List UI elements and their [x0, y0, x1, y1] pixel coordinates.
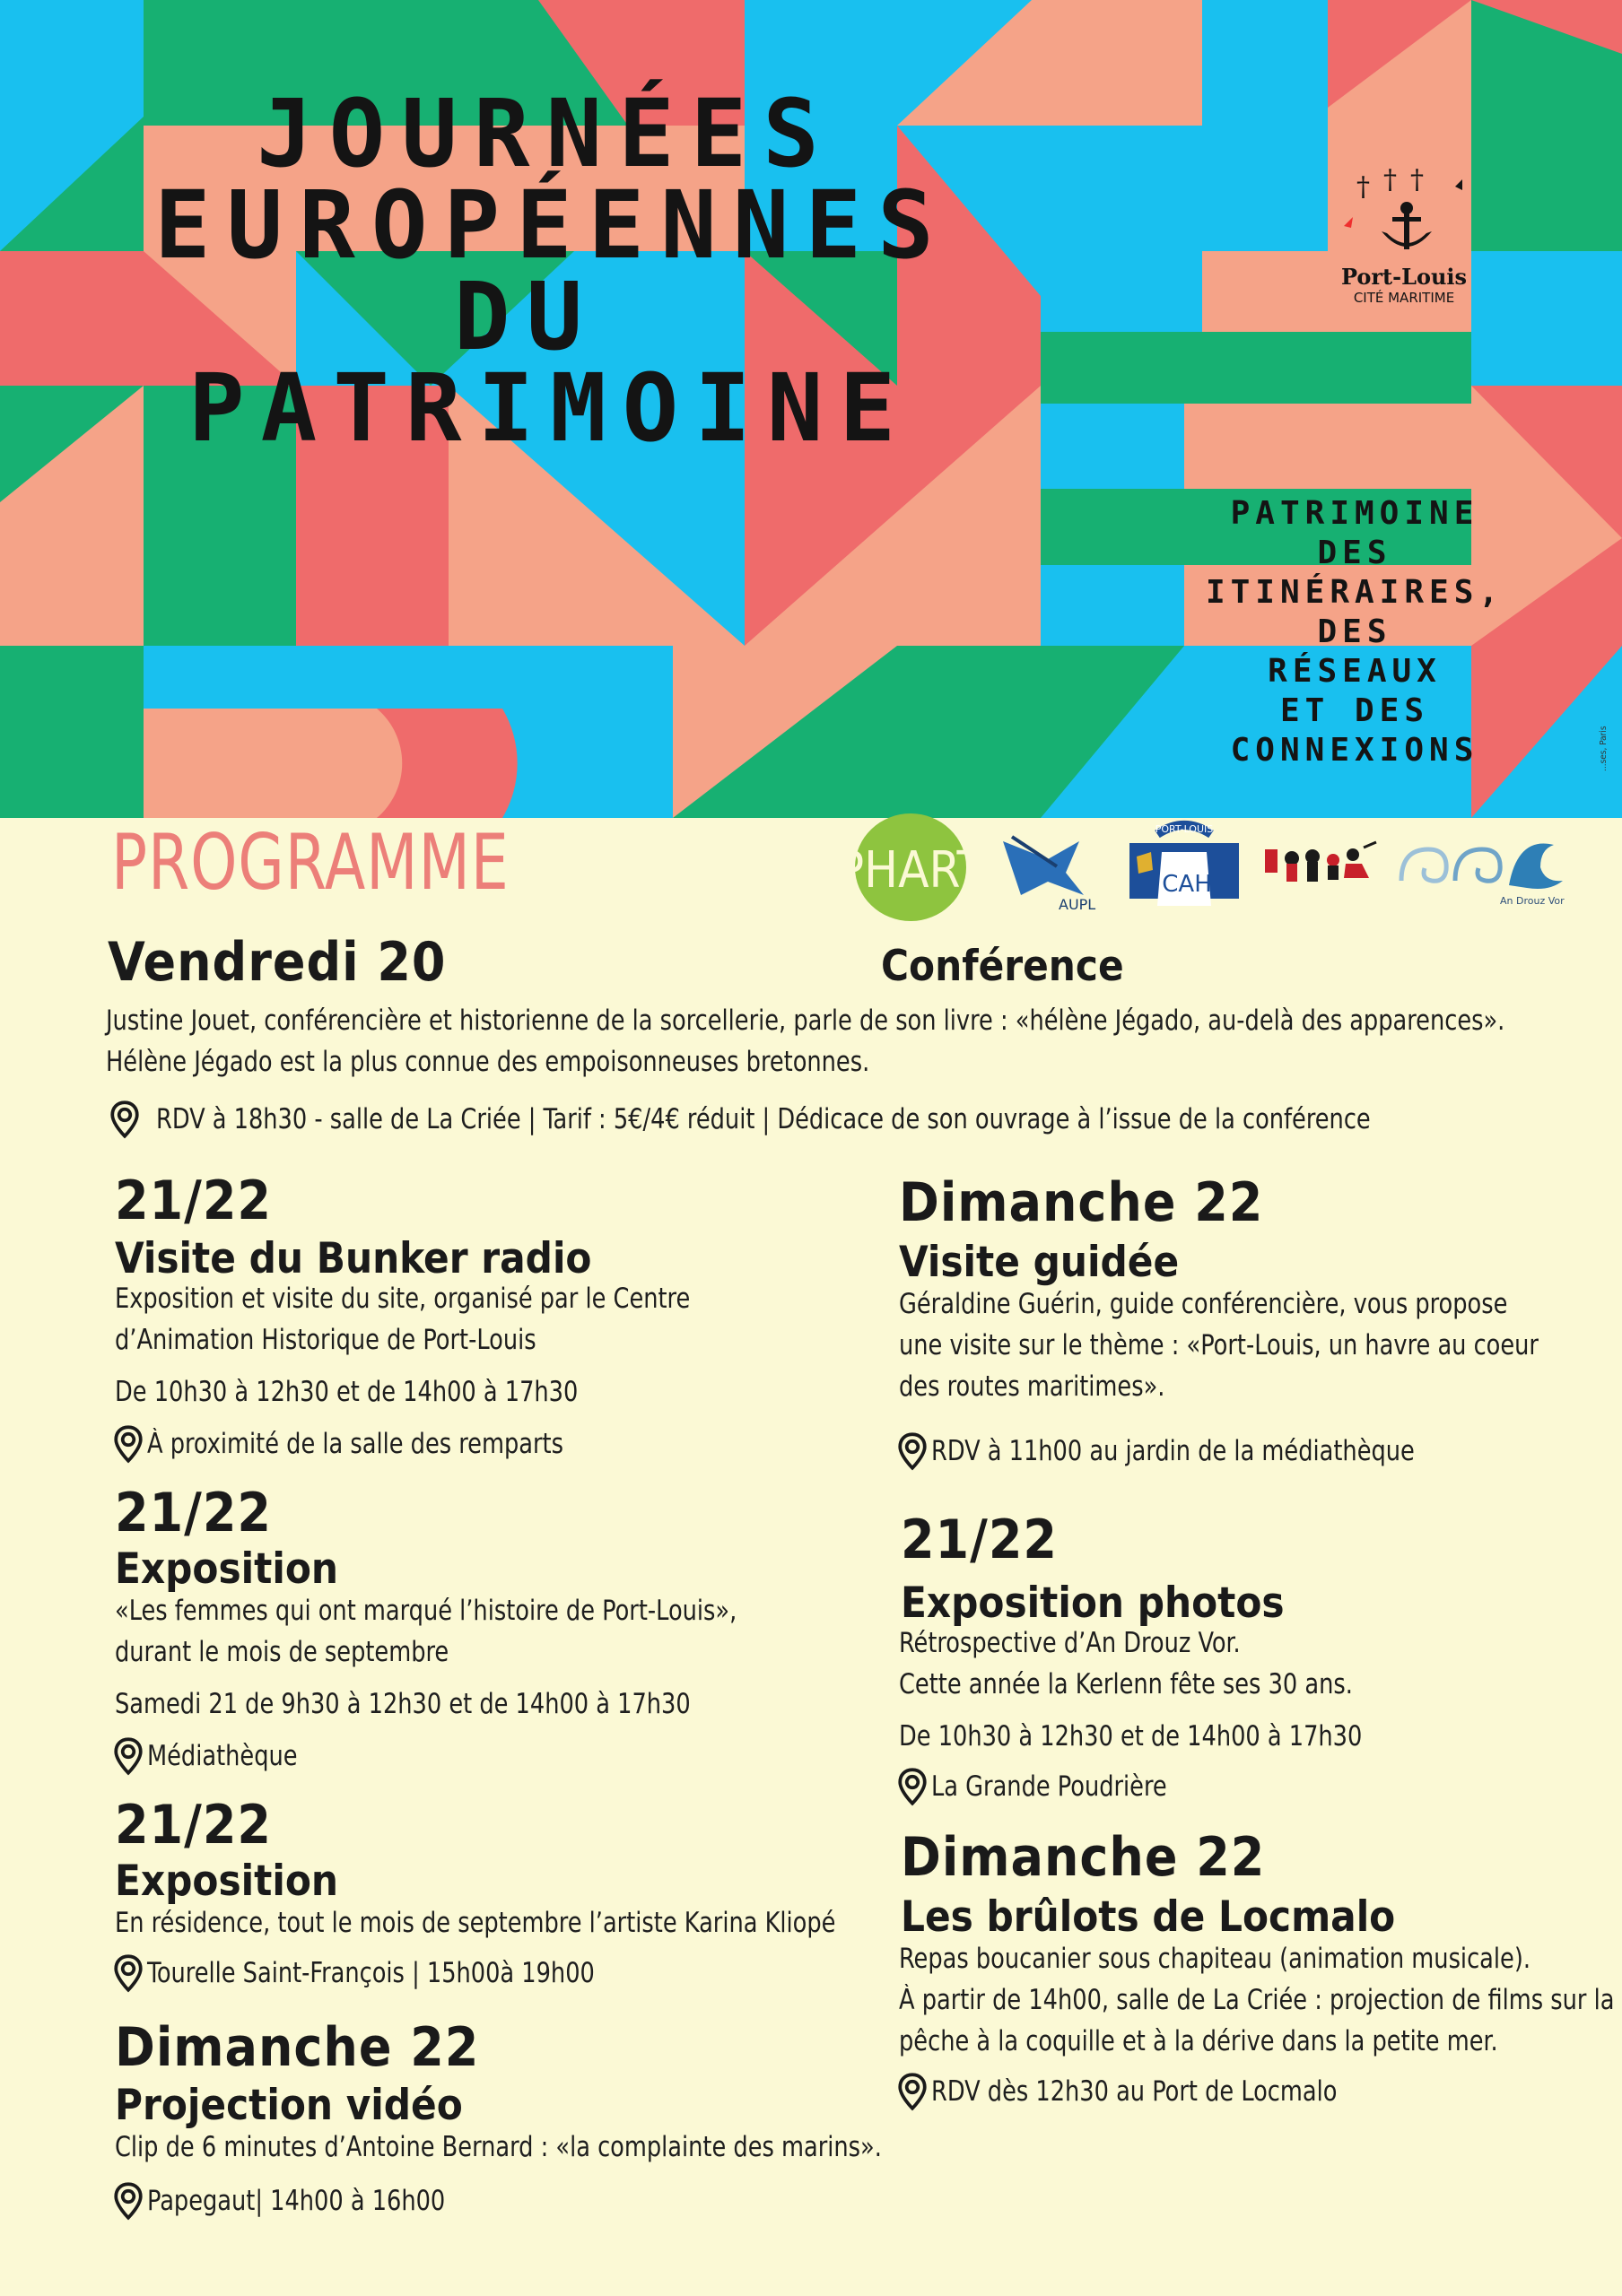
right-event-1-location — [899, 1433, 1457, 1469]
title-line-4: PATRIMOINE — [188, 353, 912, 463]
location-pin-icon — [111, 1101, 138, 1137]
friday-location — [111, 1101, 1476, 1137]
right-event-3-location-text: RDV dès 12h30 au Port de Locmalo — [931, 2075, 1338, 2108]
title-line-1: JOURNÉES — [257, 79, 835, 188]
left-event-3-location — [115, 1955, 633, 1991]
left-event-1-location-text: À proximité de la salle des remparts — [147, 1428, 563, 1460]
right-event-1-text-2: une visite sur le thème : «Port-Louis, un havre au coeur — [899, 1329, 1539, 1361]
title-line-3: DU — [454, 262, 599, 371]
right-event-2-hours: De 10h30 à 12h30 et de 14h00 à 17h30 — [899, 1720, 1363, 1752]
port-louis-logo — [1337, 161, 1471, 314]
logo-name: Port-Louis — [1340, 264, 1468, 290]
right-event-3-day: Dimanche 22 — [901, 1826, 1266, 1889]
left-event-2-text-2: durant le mois de septembre — [115, 1636, 449, 1668]
left-event-2-day: 21/22 — [115, 1482, 272, 1544]
right-event-3-title: Les brûlots de Locmalo — [901, 1892, 1396, 1942]
right-event-1-location-text: RDV à 11h00 au jardin de la médiathèque — [931, 1435, 1415, 1467]
friday-location-text: RDV à 18h30 - salle de La Criée | Tarif : 5€/4€ réduit | Dédicace de son ouvrage à l’issue de la conférence — [156, 1103, 1371, 1135]
left-event-1-location — [115, 1426, 599, 1462]
right-event-1-day: Dimanche 22 — [899, 1171, 1264, 1234]
right-event-2-day: 21/22 — [901, 1509, 1058, 1571]
right-event-1-title: Visite guidée — [899, 1238, 1180, 1287]
svg-text:†: † — [1383, 164, 1397, 196]
left-event-2-text-1: «Les femmes qui ont marqué l’histoire de Port-Louis», — [115, 1595, 737, 1627]
sponsor-cah: CAH — [1162, 871, 1212, 898]
left-event-1-text-2: d’Animation Historique de Port-Louis — [115, 1324, 536, 1356]
right-event-3-text-2: À partir de 14h00, salle de La Criée : projection de films sur la — [899, 1984, 1615, 2016]
location-pin-icon — [899, 1433, 926, 1469]
sponsor-an-drouz-vor: An Drouz Vor — [1500, 895, 1565, 907]
left-event-1-text-1: Exposition et visite du site, organisé par le Centre — [115, 1283, 691, 1315]
right-event-1-text-3: des routes maritimes». — [899, 1370, 1165, 1403]
logo-subtitle: CITÉ MARITIME — [1353, 290, 1455, 306]
right-event-1-text-1: Géraldine Guérin, guide conférencière, vous propose — [899, 1288, 1508, 1320]
left-event-4-text-1: Clip de 6 minutes d’Antoine Bernard : «la complainte des marins». — [115, 2131, 882, 2163]
sponsor-port-louis: PORT-LOUIS — [1155, 823, 1214, 835]
friday-title: Conférence — [881, 942, 1124, 991]
left-event-1-day: 21/22 — [115, 1170, 272, 1232]
friday-text-2: Hélène Jégado est la plus connue des empoisonneuses bretonnes. — [106, 1046, 870, 1078]
left-event-4-title: Projection vidéo — [115, 2081, 463, 2130]
right-event-2-text-1: Rétrospective d’An Drouz Vor. — [899, 1627, 1241, 1659]
left-event-2-location-text: Médiathèque — [147, 1740, 298, 1772]
location-pin-icon — [115, 1426, 142, 1462]
troupe-logo — [1263, 839, 1380, 888]
cah-logo — [1126, 816, 1243, 915]
left-event-4-location-text: Papegaut| 14h00 à 16h00 — [147, 2185, 446, 2217]
left-event-1-hours: De 10h30 à 12h30 et de 14h00 à 17h30 — [115, 1376, 579, 1408]
theme-line-3: ITINÉRAIRES, — [1205, 574, 1504, 611]
sponsor-aupl: AUPL — [1059, 896, 1096, 913]
svg-text:†: † — [1356, 171, 1370, 203]
friday-text-1: Justine Jouet, conférencière et historienne de la sorcellerie, parle de son livre : «hélène Jégado, au-delà des apparences». — [106, 1004, 1505, 1037]
printer-credit: ...ses, Paris — [1599, 726, 1609, 771]
right-event-3-text-1: Repas boucanier sous chapiteau (animation musicale). — [899, 1943, 1530, 1975]
left-event-2-location — [115, 1738, 310, 1774]
left-event-4-day: Dimanche 22 — [115, 2016, 480, 2079]
banner — [0, 0, 1622, 818]
anchor-icon — [1337, 161, 1471, 260]
location-pin-icon — [899, 2074, 926, 2109]
svg-text:†: † — [1410, 164, 1424, 196]
aupl-logo — [994, 823, 1096, 913]
right-event-2-text-2: Cette année la Kerlenn fête ses 30 ans. — [899, 1668, 1353, 1700]
friday-day: Vendredi 20 — [108, 931, 447, 994]
location-pin-icon — [115, 1955, 142, 1991]
right-event-2-title: Exposition photos — [901, 1578, 1285, 1628]
theme-line-5: RÉSEAUX — [1268, 653, 1442, 690]
sponsor-phart: PHART — [836, 841, 985, 900]
right-event-2-location-text: La Grande Poudrière — [931, 1770, 1167, 1803]
theme-line-7: CONNEXIONS — [1230, 732, 1479, 769]
programme-heading: PROGRAMME — [111, 818, 510, 908]
left-event-3-text-1: En résidence, tout le mois de septembre l’artiste Karina Kliopé — [115, 1907, 836, 1939]
theme-line-6: ET DES — [1279, 692, 1430, 729]
title-line-2: EUROPÉENNES — [154, 170, 950, 280]
location-pin-icon — [115, 1738, 142, 1774]
theme-line-1: PATRIMOINE — [1230, 495, 1479, 532]
right-event-3-location — [899, 2074, 1373, 2109]
phart-logo — [836, 812, 985, 924]
right-event-2-location — [899, 1769, 1188, 1805]
right-event-3-text-3: pêche à la coquille et à la dérive dans la petite mer. — [899, 2025, 1498, 2057]
left-event-2-title: Exposition — [115, 1544, 338, 1594]
location-pin-icon — [115, 2183, 142, 2219]
left-event-3-day: 21/22 — [115, 1794, 272, 1857]
left-event-2-hours: Samedi 21 de 9h30 à 12h30 et de 14h00 à 17h30 — [115, 1688, 691, 1720]
left-event-3-location-text: Tourelle Saint-François | 15h00à 19h00 — [147, 1957, 595, 1989]
theme-line-4: DES — [1317, 613, 1392, 650]
location-pin-icon — [899, 1769, 926, 1805]
an-drouz-vor-logo — [1392, 827, 1572, 908]
left-event-1-title: Visite du Bunker radio — [115, 1234, 592, 1283]
left-event-3-title: Exposition — [115, 1857, 338, 1906]
theme-line-2: DES — [1317, 535, 1392, 571]
left-event-4-location — [115, 2183, 471, 2219]
